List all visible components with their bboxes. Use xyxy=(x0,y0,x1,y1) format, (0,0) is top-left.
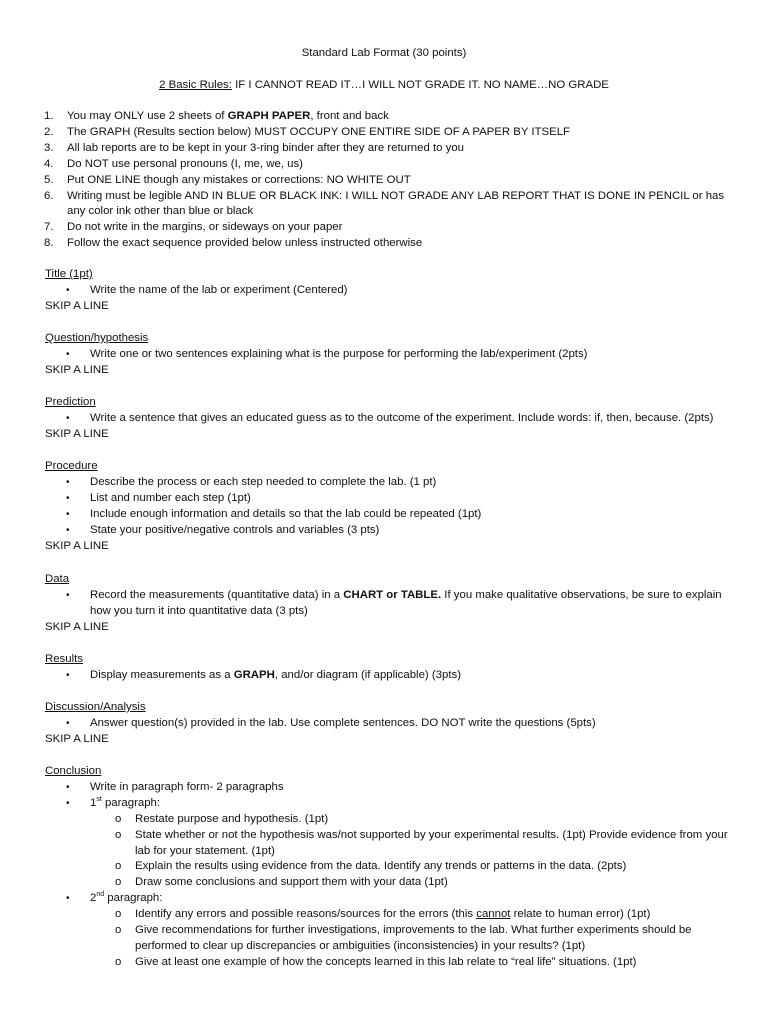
bullet-text-end: If you make qualitative observations, be sure to explain how you turn it into quantitative data (3 pts) xyxy=(90,588,722,617)
rules-text: IF I CANNOT READ IT…I WILL NOT GRADE IT. NO NAME…NO GRADE xyxy=(231,79,609,91)
section-heading: Discussion/Analysis xyxy=(45,701,146,713)
section-question xyxy=(45,331,735,379)
bullet-text: Include enough information and details so that the lab could be repeated (1pt) xyxy=(90,507,482,520)
skip-line-note: SKIP A LINE xyxy=(45,539,109,552)
section-heading: Results xyxy=(45,653,83,665)
bullet-list xyxy=(45,668,735,684)
sub-list xyxy=(45,812,735,892)
ordinal-suffix: st xyxy=(96,795,102,803)
paragraph-label: paragraph: xyxy=(104,892,163,905)
section-procedure xyxy=(45,459,735,554)
bullet-list xyxy=(45,283,735,299)
sub-item-text: State whether or not the hypothesis was/not supported by your experimental results. (1pt) Provide evidence from your lab for your statement. (1pt) xyxy=(135,828,728,857)
bullet-list xyxy=(45,716,735,732)
bullet-item xyxy=(45,523,735,539)
bullet-text: List and number each step (1pt) xyxy=(90,491,251,504)
rule-text: Do NOT use personal pronouns (I, me, we, us) xyxy=(67,157,303,170)
bullet-text: Answer question(s) provided in the lab. Use complete sentences. DO NOT write the questions (5pts) xyxy=(90,716,596,729)
section-heading: Prediction xyxy=(45,396,96,408)
skip-line-note: SKIP A LINE xyxy=(45,427,109,440)
sub-item-text: Identify any errors and possible reasons/sources for the errors (this xyxy=(135,908,477,921)
section-prediction xyxy=(45,395,735,443)
rule-item xyxy=(44,236,734,252)
bullet-item xyxy=(45,716,735,732)
sub-bullet-glyph: o xyxy=(115,828,122,841)
bullet-glyph: • xyxy=(66,348,70,360)
sub-bullet-glyph: o xyxy=(115,924,122,937)
sub-item xyxy=(45,828,735,860)
rule-item xyxy=(44,125,734,141)
bullet-glyph: • xyxy=(66,781,70,793)
section-conclusion xyxy=(45,764,735,971)
sub-item xyxy=(45,955,735,971)
bullet-item xyxy=(45,347,735,363)
rule-number: 6. xyxy=(44,189,54,202)
bullet-text: Write a sentence that gives an educated guess as to the outcome of the experiment. Include words: if, then, because. (2pts) xyxy=(90,411,714,424)
sub-list xyxy=(45,907,735,971)
bullet-glyph: • xyxy=(66,589,70,601)
bullet-text: State your positive/negative controls and variables (3 pts) xyxy=(90,523,380,536)
bullet-glyph: • xyxy=(66,412,70,424)
paragraph-label: paragraph: xyxy=(101,796,161,809)
bullet-bold-text: CHART or TABLE. xyxy=(343,588,442,601)
section-heading: Conclusion xyxy=(45,765,102,777)
rule-number: 5. xyxy=(44,173,54,186)
sub-item xyxy=(45,907,735,923)
underlined-word: cannot xyxy=(476,908,511,921)
section-title xyxy=(45,267,735,315)
rule-item xyxy=(44,141,734,157)
bullet-text-end: , and/or diagram (if applicable) (3pts) xyxy=(274,668,461,681)
bullet-list xyxy=(45,780,735,812)
bullet-list xyxy=(45,347,735,363)
sub-bullet-glyph: o xyxy=(115,812,122,825)
bullet-text: Write one or two sentences explaining what is the purpose for performing the lab/experiment (2pts) xyxy=(90,347,588,360)
rule-text: The GRAPH (Results section below) MUST OCCUPY ONE ENTIRE SIDE OF A PAPER BY ITSELF xyxy=(67,125,571,138)
section-data xyxy=(45,572,735,636)
sub-item-text: Give at least one example of how the concepts learned in this lab relate to “real life” situations. (1pt) xyxy=(135,955,637,968)
sub-item-text: Explain the results using evidence from the data. Identify any trends or patterns in the data. (2pts) xyxy=(135,860,627,873)
sub-item-text: Give recommendations for further investigations, improvements to the lab. What further experiments should be performed to clear up discrepancies or ambiguities (inconsistencies) in your results? (1pt) xyxy=(135,924,692,952)
bullet-glyph: • xyxy=(66,717,70,729)
rule-text: Put ONE LINE though any mistakes or corrections: NO WHITE OUT xyxy=(67,173,411,186)
bullet-glyph: • xyxy=(66,476,70,488)
skip-line-note: SKIP A LINE xyxy=(45,732,109,745)
ordinal-suffix: nd xyxy=(96,891,105,899)
rule-text: All lab reports are to be kept in your 3-ring binder after they are returned to you xyxy=(67,141,464,154)
bullet-item xyxy=(45,780,735,796)
bullet-item xyxy=(45,507,735,523)
sub-item xyxy=(45,859,735,875)
skip-line-note: SKIP A LINE xyxy=(45,299,109,312)
bullet-glyph: • xyxy=(66,284,70,296)
section-heading: Data xyxy=(45,573,70,585)
bullet-glyph: • xyxy=(66,669,70,681)
rule-item xyxy=(44,109,734,125)
skip-line-note: SKIP A LINE xyxy=(45,363,109,376)
bullet-glyph: • xyxy=(66,492,70,504)
sub-item-text-end: relate to human error) (1pt) xyxy=(510,908,651,921)
bullet-item xyxy=(45,411,735,427)
bullet-item xyxy=(45,668,735,684)
rule-text-end: , front and back xyxy=(310,110,389,122)
bullet-list xyxy=(45,475,735,539)
bullet-item xyxy=(45,475,735,491)
bullet-list xyxy=(45,891,735,907)
rule-number: 3. xyxy=(44,141,54,154)
bullet-item xyxy=(45,588,735,620)
rule-number: 8. xyxy=(44,237,54,250)
bullet-list xyxy=(45,588,735,620)
sub-bullet-glyph: o xyxy=(115,908,122,921)
section-heading: Procedure xyxy=(45,460,98,472)
rule-number: 2. xyxy=(44,125,54,138)
bullet-list xyxy=(45,411,735,427)
rule-number: 7. xyxy=(44,221,54,234)
rule-number: 1. xyxy=(44,110,54,122)
sub-item-text: Restate purpose and hypothesis. (1pt) xyxy=(135,812,329,825)
section-heading: Title (1pt) xyxy=(45,268,93,280)
section-results xyxy=(45,652,735,684)
sub-bullet-glyph: o xyxy=(115,876,122,889)
rule-item xyxy=(44,157,734,173)
rule-item xyxy=(44,220,734,236)
bullet-item xyxy=(45,283,735,299)
rule-text: Do not write in the margins, or sideways on your paper xyxy=(67,221,343,234)
page-title: Standard Lab Format (30 points) xyxy=(301,47,467,59)
rule-text: Follow the exact sequence provided below unless instructed otherwise xyxy=(67,237,423,250)
bullet-text: Describe the process or each step needed to complete the lab. (1 pt) xyxy=(90,475,437,488)
section-discussion xyxy=(45,700,735,748)
sub-bullet-glyph: o xyxy=(115,955,122,968)
sub-item xyxy=(45,875,735,891)
bullet-glyph: • xyxy=(66,893,70,905)
paragraph-number: 2 xyxy=(90,892,97,905)
rule-text: You may ONLY use 2 sheets of xyxy=(67,110,228,122)
sub-item xyxy=(45,812,735,828)
sub-bullet-glyph: o xyxy=(115,860,122,873)
paragraph-number: 1 xyxy=(90,796,97,809)
sub-item-text: Draw some conclusions and support them with your data (1pt) xyxy=(135,876,448,889)
rule-text: Writing must be legible AND IN BLUE OR BLACK INK: I WILL NOT GRADE ANY LAB REPORT THAT IS DONE IN PENCIL or has any color ink other than blue or black xyxy=(67,189,725,218)
rule-item xyxy=(44,189,734,221)
bullet-text: Record the measurements (quantitative data) in a xyxy=(90,588,344,601)
rules-label: 2 Basic Rules: xyxy=(159,79,232,91)
bullet-glyph: • xyxy=(66,797,70,809)
rule-number: 4. xyxy=(44,157,54,170)
bullet-text: Display measurements as a xyxy=(90,668,234,681)
bullet-text: Write in paragraph form- 2 paragraphs xyxy=(90,780,284,793)
bullet-item xyxy=(45,796,735,812)
bullet-bold-text: GRAPH xyxy=(233,668,275,681)
bullet-glyph: • xyxy=(66,524,70,536)
bullet-item xyxy=(45,891,735,907)
rule-bold-text: GRAPH PAPER xyxy=(227,110,311,122)
bullet-text: Write the name of the lab or experiment (Centered) xyxy=(90,283,348,296)
rule-item xyxy=(44,173,734,189)
section-heading: Question/hypothesis xyxy=(45,332,149,344)
rules-list xyxy=(44,109,734,252)
basic-rules xyxy=(0,78,768,94)
skip-line-note: SKIP A LINE xyxy=(45,620,109,633)
bullet-item xyxy=(45,491,735,507)
bullet-glyph: • xyxy=(66,508,70,520)
sub-item xyxy=(45,923,735,955)
